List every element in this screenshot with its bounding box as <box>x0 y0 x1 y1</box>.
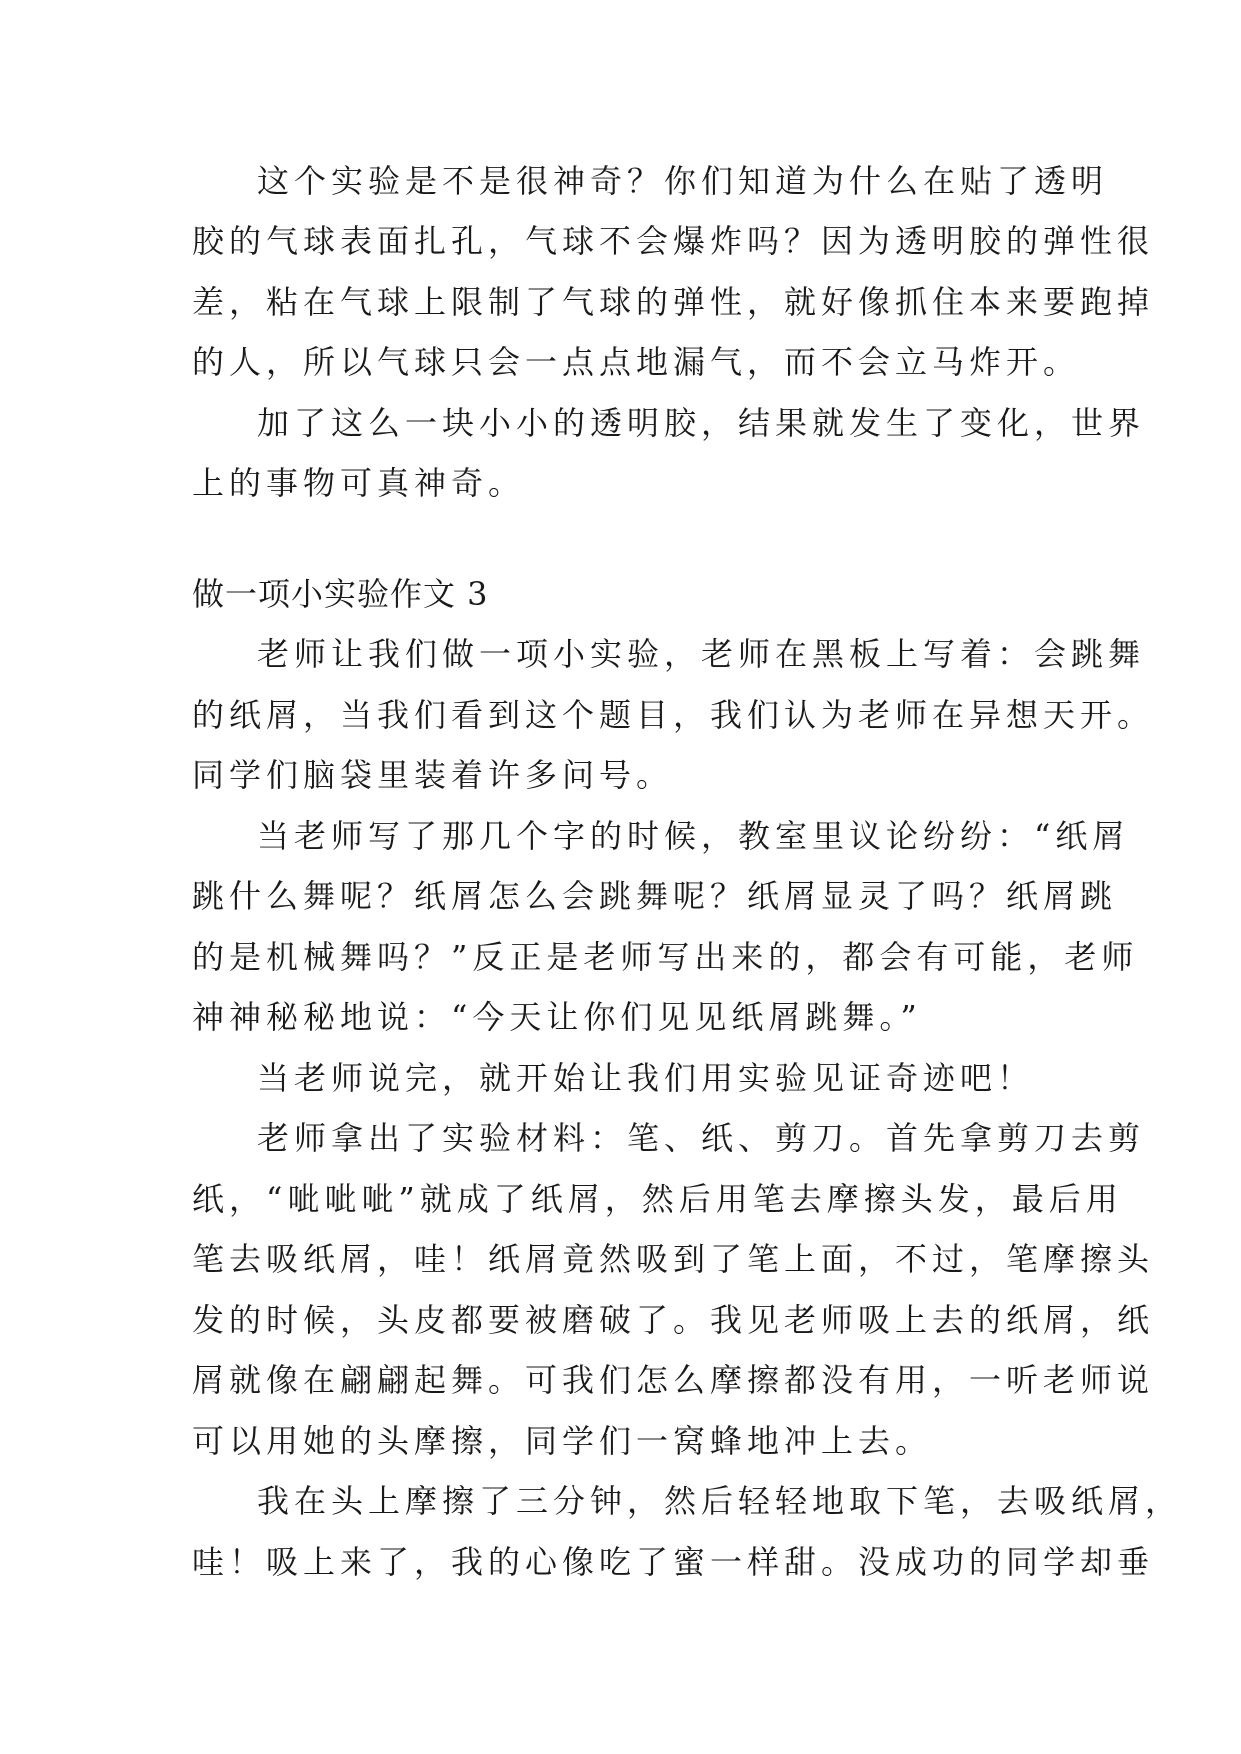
paragraph-line: 神神秘秘地说：“今天让你们见见纸屑跳舞。” <box>192 998 922 1036</box>
paragraph-line: 我在头上摩擦了三分钟，然后轻轻地取下笔，去吸纸屑， <box>257 1482 1183 1520</box>
paragraph-line: 这个实验是不是很神奇？你们知道为什么在贴了透明 <box>257 162 1109 200</box>
paragraph-line: 屑就像在翩翩起舞。可我们怎么摩擦都没有用，一听老师说 <box>192 1361 1155 1399</box>
paragraph-line: 跳什么舞呢？纸屑怎么会跳舞呢？纸屑显灵了吗？纸屑跳 <box>192 877 1118 915</box>
paragraph-line: 笔去吸纸屑，哇！纸屑竟然吸到了笔上面，不过，笔摩擦头 <box>192 1240 1155 1278</box>
paragraph-line: 哇！吸上来了，我的心像吃了蜜一样甜。没成功的同学却垂 <box>192 1543 1155 1581</box>
paragraph-line: 老师让我们做一项小实验，老师在黑板上写着：会跳舞 <box>257 635 1146 673</box>
paragraph-line: 的人，所以气球只会一点点地漏气，而不会立马炸开。 <box>192 343 1081 381</box>
section-heading: 做一项小实验作文 3 <box>192 575 489 613</box>
paragraph-line: 当老师说完，就开始让我们用实验见证奇迹吧！ <box>257 1059 1035 1097</box>
paragraph-line: 的纸屑，当我们看到这个题目，我们认为老师在异想天开。 <box>192 696 1155 734</box>
paragraph-line: 同学们脑袋里装着许多问号。 <box>192 756 674 794</box>
paragraph-line: 当老师写了那几个字的时候，教室里议论纷纷：“纸屑 <box>257 817 1130 855</box>
paragraph-line: 的是机械舞吗？”反正是老师写出来的，都会有可能，老师 <box>192 938 1139 976</box>
paragraph-line: 发的时候，头皮都要被磨破了。我见老师吸上去的纸屑，纸 <box>192 1301 1155 1339</box>
paragraph-line: 上的事物可真神奇。 <box>192 464 526 502</box>
paragraph-line: 老师拿出了实验材料：笔、纸、剪刀。首先拿剪刀去剪 <box>257 1119 1146 1157</box>
paragraph-line: 加了这么一块小小的透明胶，结果就发生了变化，世界 <box>257 404 1146 442</box>
paragraph-line: 可以用她的头摩擦，同学们一窝蜂地冲上去。 <box>192 1422 933 1460</box>
paragraph-line: 胶的气球表面扎孔，气球不会爆炸吗？因为透明胶的弹性很 <box>192 222 1155 260</box>
paragraph-line: 纸，“呲呲呲”就成了纸屑，然后用笔去摩擦头发，最后用 <box>192 1180 1123 1218</box>
paragraph-line: 差，粘在气球上限制了气球的弹性，就好像抓住本来要跑掉 <box>192 283 1155 321</box>
